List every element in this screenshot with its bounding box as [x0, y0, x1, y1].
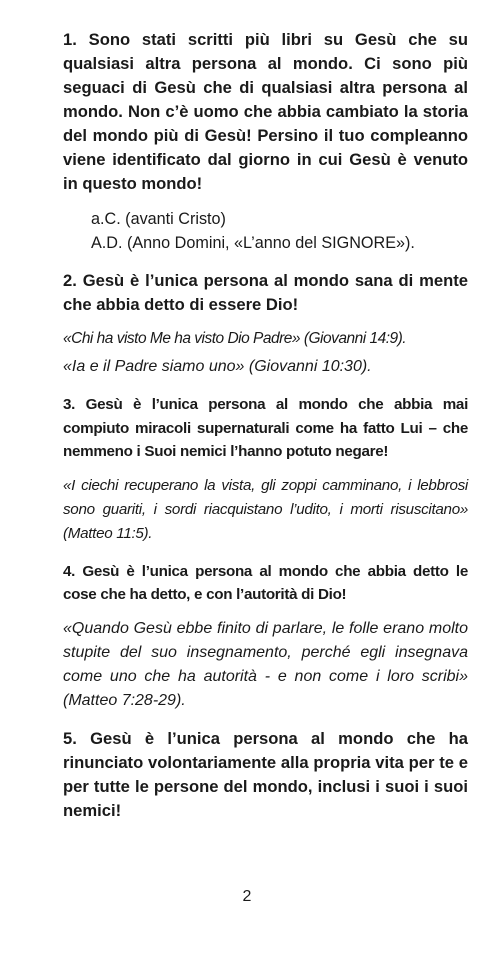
- abbreviations: [91, 207, 468, 255]
- page-number: 2: [242, 888, 252, 905]
- quote-4: «Quando Gesù ebbe finito di parlare, le folle erano molto stupite del suo insegnamento, perché egli insegnava come uno che ha autorità - e non come i loro scribi» (Matteo 7:28-29).: [63, 619, 468, 709]
- quote-2b: «Ia e il Padre siamo uno» (Giovanni 10:30).: [63, 358, 372, 375]
- abbreviation-ad: A.D. (Anno Domini, «L’anno del SIGNORE»).: [91, 234, 415, 252]
- quote-3: «I ciechi recuperano la vista, gli zoppi camminano, i lebbrosi sono guariti, i sordi riacquistano l’udito, i morti risuscitano» (Matteo 11:5).: [63, 476, 468, 542]
- abbreviation-ac: a.C. (avanti Cristo): [91, 210, 226, 228]
- point-1: 1. Sono stati scritti più libri su Gesù che su qualsiasi altra persona al mondo. Ci sono più seguaci di Gesù che di qualsiasi altra persona al mondo. Non c’è uomo che abbia cambiato la storia del mondo più di Gesù! Persino il tuo compleanno viene identificato dal giorno in cui Gesù è venuto in questo mondo!: [63, 30, 468, 193]
- document-body: [63, 28, 468, 823]
- point-5: 5. Gesù è l’unica persona al mondo che ha rinunciato volontariamente alla propria vita per te e per tutte le persone del mondo, inclusi i suoi i suoi nemici!: [63, 728, 468, 820]
- point-2: 2. Gesù è l’unica persona al mondo sana di mente che abbia detto di essere Dio!: [63, 271, 468, 314]
- point-3: 3. Gesù è l’unica persona al mondo che abbia mai compiuto miracoli supernaturali come ha fatto Lui – che nemmeno i Suoi nemici l’hanno potuto negare!: [63, 396, 468, 460]
- point-4: 4. Gesù è l’unica persona al mondo che abbia detto le cose che ha detto, e con l’autorità di Dio!: [63, 562, 468, 603]
- quote-2a: «Chi ha visto Me ha visto Dio Padre» (Giovanni 14:9).: [63, 330, 407, 347]
